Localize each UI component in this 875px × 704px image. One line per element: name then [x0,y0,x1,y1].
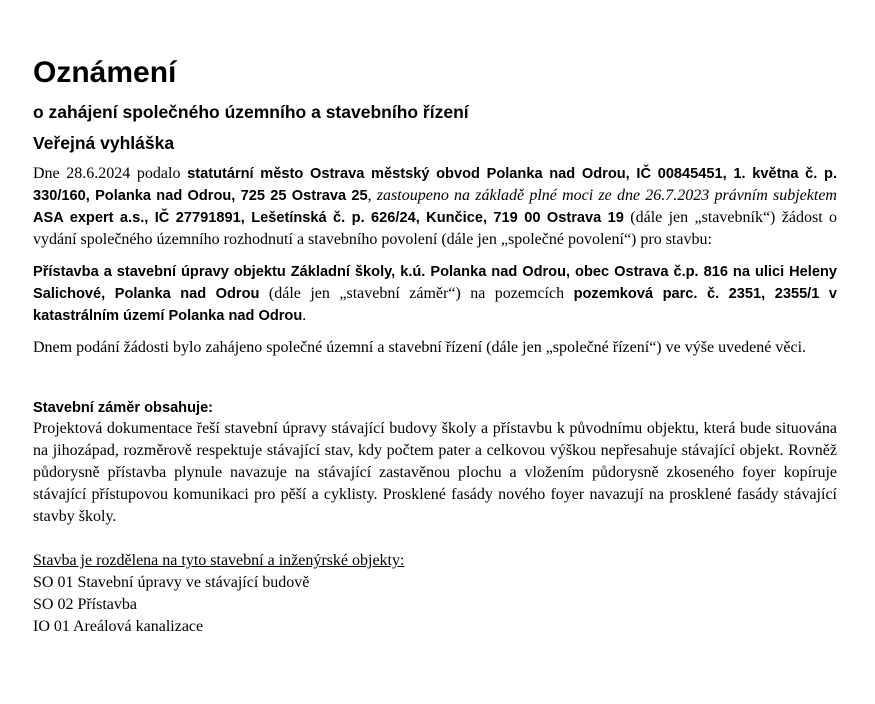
document-title: Oznámení [33,56,177,89]
notice-type: Veřejná vyhláška [33,133,175,153]
list-item: IO 01 Areálová kanalizace [33,618,204,635]
project-name: Přístavba a stavební úpravy objektu Základní školy, k.ú. Polanka nad Odrou, obec Ostrava č.p. 816 na ulici Heleny Salichové, Polanka nad Odrou [33,264,837,302]
paragraph-application [33,163,837,251]
text-segment: . [302,307,307,324]
objects-heading: Stavba je rozdělena na tyto stavební a inženýrské objekty: [33,552,405,569]
list-item: SO 01 Stavební úpravy ve stávající budově [33,574,310,591]
representative-info: ASA expert a.s., IČ 27791891, Lešetínská č. p. 626/24, Kunčice, 719 00 Ostrava 19 [33,210,624,226]
document-subtitle: o zahájení společného územního a stavebního řízení [33,102,469,122]
text-segment: Dne 28.6.2024 podalo [33,165,188,182]
paragraph-project [33,261,837,327]
objects-list [33,550,837,638]
text-segment: (dále jen „stavební záměr“) na pozemcích [259,285,574,302]
list-item: SO 02 Přístavba [33,596,137,613]
paragraph-commencement: Dnem podání žádosti bylo zahájeno společné územní a stavební řízení (dále jen „společné řízení“) ve výše uvedené věci. [33,339,807,356]
applicant-info: statutární město Ostrava městský obvod Polanka nad Odrou, IČ 00845451, 1. května č. p. 330/160, Polanka nad Odrou, 725 25 Ostrava 25 [33,166,838,204]
section-description: Projektová dokumentace řeší stavební úpravy stávající budovy školy a přístavbu k původnímu objektu, která bude situována na jihozápad, rozměrově respektuje stávající stav, kdy počtem pater a celkovou výškou nepřesahuje stávající objekt. Rovněž půdorysně přístavba plynule navazuje na stávající zastavěnou plochu a vložením půdorysně zkoseného foyer kopíruje stávající přístupovou komunikaci pro pěší a cyklisty. Prosklené fasády nového foyer navazují na prosklené fasády stávající stavby školy. [33,420,837,525]
document-page [33,55,837,638]
section-heading: Stavební záměr obsahuje: [33,400,214,416]
text-segment: (dále jen „stavebník“) žádost o vydání společného územního rozhodnutí a stavebního povolení (dále jen „společné povolení“) pro stavbu: [33,209,838,248]
text-segment: , [367,187,377,204]
representation-note: zastoupeno na základě plné moci ze dne 26.7.2023 právním subjektem [376,187,837,204]
parcel-info: pozemková parc. č. 2351, 2355/1 v katastrálním území Polanka nad Odrou [33,286,837,324]
